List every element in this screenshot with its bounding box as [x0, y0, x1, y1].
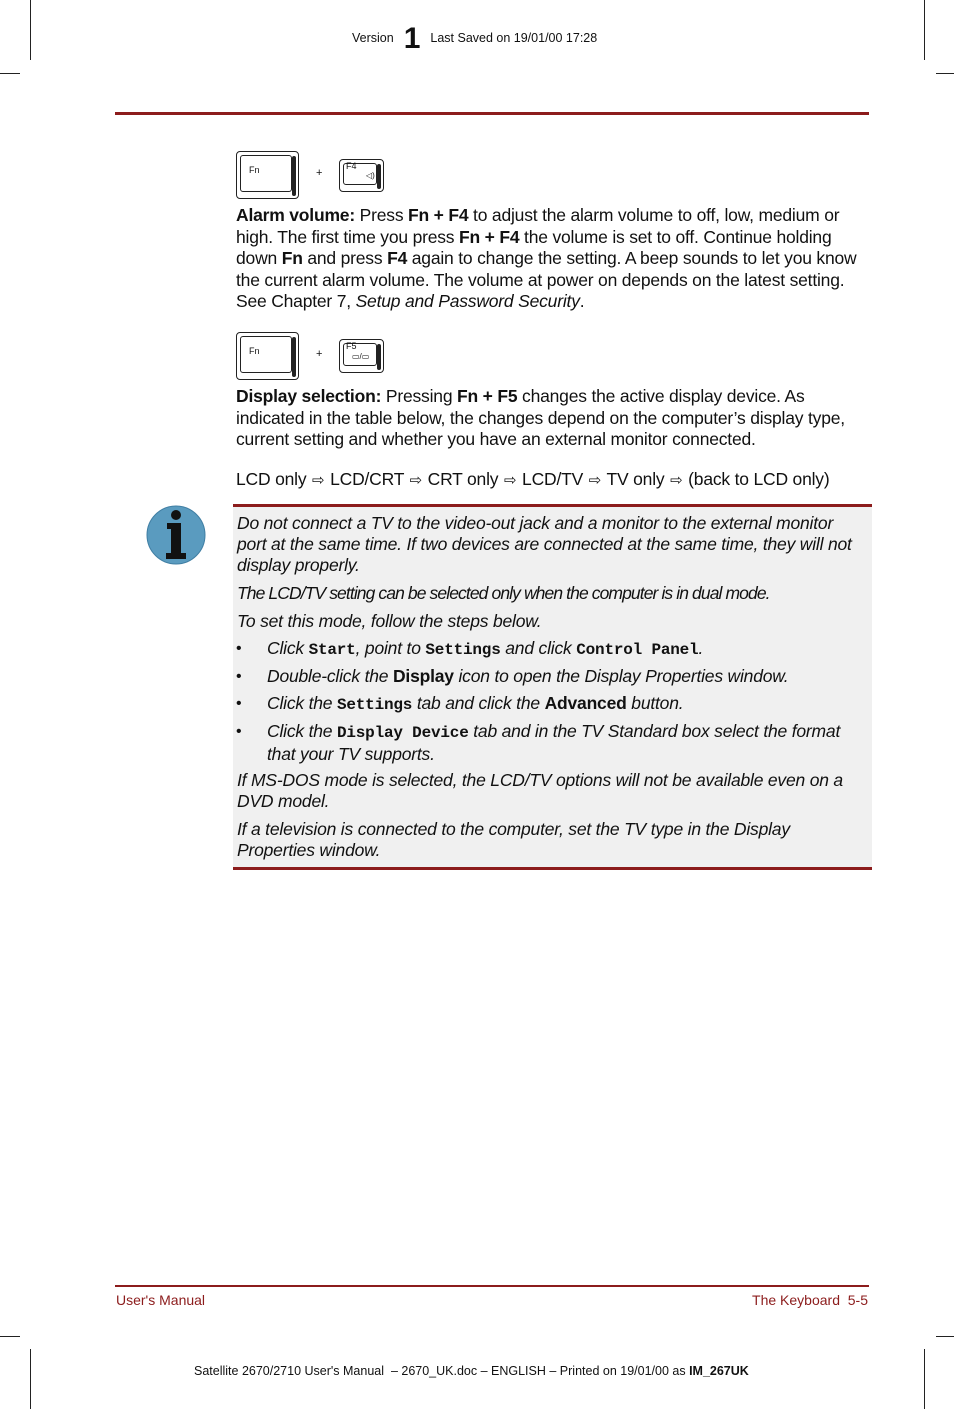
- footer-left: User's Manual: [116, 1292, 206, 1308]
- sequence-item: LCD/TV: [522, 469, 584, 489]
- footer-rule: [115, 1285, 869, 1287]
- control-panel-command: Control Panel: [576, 641, 699, 659]
- last-saved: Last Saved on 19/01/00 17:28: [430, 31, 598, 45]
- sequence-item: CRT only: [427, 469, 499, 489]
- sequence-item: LCD only: [236, 469, 307, 489]
- display-title: Display selection:: [236, 386, 382, 406]
- bullet-icon: •: [236, 695, 242, 712]
- arrow-right-icon: ⇨: [504, 472, 517, 489]
- sequence-item: TV only: [606, 469, 665, 489]
- display-selection-paragraph: Display selection: Pressing Fn + F5 changes the active display device. As indicated in the table below, the changes depend on the computer’s display type, current setting and whether you have an external monitor connected.: [236, 386, 845, 449]
- alarm-volume-paragraph: Alarm volume: Press Fn + F4 to adjust the alarm volume to off, low, medium or high. The first time you press Fn + F4 the volume is set to off. Continue holding down Fn and press F4 again to change the setting. A beep sounds to let you know the current alarm volume. The volume at power on depends on the latest setting. See Chapter 7, Setup and Password Security.: [236, 205, 857, 311]
- note-paragraph: If MS-DOS mode is selected, the LCD/TV options will not be available even on a DVD model.: [237, 770, 843, 811]
- display-sequence: [236, 469, 876, 492]
- display-icon-label: Display: [392, 666, 454, 686]
- alarm-title: Alarm volume:: [236, 205, 355, 225]
- footer-right: The Keyboard 5-5: [752, 1292, 868, 1308]
- step-item: Click the Display Device tab and in the TV Standard box select the format that your TV supports.: [267, 721, 841, 764]
- note-paragraph: If a television is connected to the computer, set the TV type in the Display Properties window.: [237, 819, 790, 860]
- f5-key-icon: [339, 339, 384, 373]
- crop-mark: [924, 1349, 925, 1409]
- step-item: Double-click the Display icon to open the Display Properties window.: [267, 666, 789, 686]
- fn-key-icon: [236, 332, 299, 380]
- arrow-right-icon: ⇨: [312, 472, 325, 489]
- crop-mark: [936, 1336, 954, 1337]
- arrow-right-icon: ⇨: [588, 472, 602, 489]
- f5-key-label: F5: [346, 341, 357, 351]
- bullet-icon: •: [236, 723, 242, 740]
- chapter-reference: Setup and Password Security: [355, 291, 580, 311]
- version-number: 1: [403, 22, 421, 55]
- display-device-tab-label: Display Device: [336, 724, 469, 742]
- speaker-icon: ◁): [366, 171, 375, 180]
- f4-key-label: F4: [346, 161, 357, 171]
- arrow-right-icon: ⇨: [409, 472, 422, 489]
- version-label: Version: [352, 31, 394, 45]
- version-header: [352, 22, 597, 56]
- settings-tab-label: Settings: [336, 696, 413, 714]
- plus-sign: +: [316, 348, 323, 360]
- crop-mark: [924, 0, 925, 60]
- header-rule: [115, 112, 869, 115]
- bullet-icon: •: [236, 668, 242, 685]
- note-paragraph: Do not connect a TV to the video-out jack and a monitor to the external monitor port at the same time. If two devices are connected at the same time, they will not display properly.: [237, 513, 852, 575]
- settings-command: Settings: [425, 641, 501, 659]
- sequence-item: (back to LCD only): [688, 469, 830, 489]
- crop-mark: [0, 73, 20, 74]
- crop-mark: [30, 0, 31, 60]
- info-icon: [145, 505, 207, 565]
- f4-key-icon: [339, 159, 384, 192]
- step-item: Click Start, point to Settings and click Control Panel.: [267, 638, 704, 659]
- bullet-icon: •: [236, 640, 242, 657]
- fn-key-icon: [236, 151, 299, 199]
- plus-sign: +: [316, 167, 323, 179]
- note-paragraph: To set this mode, follow the steps below.: [237, 611, 542, 631]
- fn-key-label: Fn: [249, 346, 260, 356]
- step-item: Click the Settings tab and click the Advanced button.: [267, 693, 684, 714]
- print-code: IM_267UK: [689, 1364, 749, 1378]
- print-line: Satellite 2670/2710 User's Manual – 2670_UK.doc – ENGLISH – Printed on 19/01/00 as IM_267UK: [194, 1364, 749, 1378]
- advanced-button-label: Advanced: [544, 693, 627, 713]
- crop-mark: [0, 1336, 20, 1337]
- fn-key-label: Fn: [249, 165, 260, 175]
- display-switch-icon: ▭/▭: [352, 352, 370, 361]
- crop-mark: [30, 1349, 31, 1409]
- start-command: Start: [308, 641, 356, 659]
- crop-mark: [936, 73, 954, 74]
- note-paragraph: The LCD/TV setting can be selected only when the computer is in dual mode.: [237, 583, 770, 603]
- arrow-right-icon: ⇨: [670, 472, 683, 489]
- sequence-item: LCD/CRT: [330, 469, 404, 489]
